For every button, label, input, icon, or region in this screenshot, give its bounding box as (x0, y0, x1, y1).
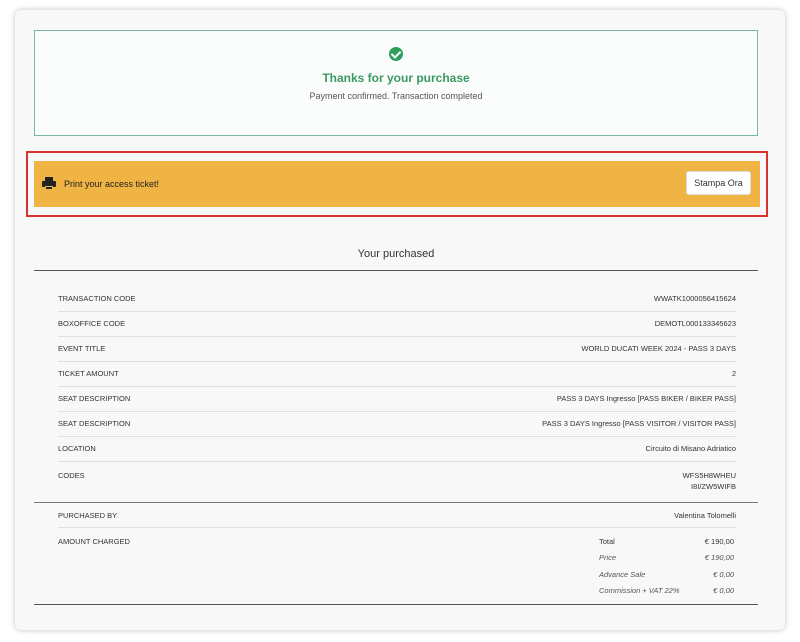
detail-row-seat-description (58, 411, 736, 437)
advance-sale-value: € 0,00 (713, 570, 734, 579)
detail-row-event-title (58, 336, 736, 362)
row-value (683, 470, 736, 492)
print-ticket-text: Print your access ticket! (64, 179, 160, 189)
row-label: TRANSACTION CODE (58, 294, 136, 303)
commission-value: € 0,00 (713, 586, 734, 595)
row-value: Circuito di Misano Adriatico (645, 444, 736, 453)
price-label: Price (599, 553, 617, 562)
success-message-box (34, 30, 758, 136)
row-value: PASS 3 DAYS Ingresso [PASS BIKER / BIKER PASS] (556, 394, 736, 403)
print-now-button[interactable]: Stampa Ora (686, 171, 751, 195)
row-value: 2 (731, 369, 736, 378)
row-value: PASS 3 DAYS Ingresso [PASS VISITOR / VISITOR PASS] (542, 419, 736, 428)
amount-charged-label: AMOUNT CHARGED (58, 537, 130, 546)
detail-row-transaction-code (58, 286, 736, 312)
row-value: WORLD DUCATI WEEK 2024 - PASS 3 DAYS (581, 344, 736, 353)
code-line: WFS5H8WHEU (682, 471, 736, 480)
divider (34, 270, 758, 271)
detail-row-boxoffice-code (58, 311, 736, 337)
detail-row-location (58, 436, 736, 462)
divider (34, 604, 758, 605)
row-label: SEAT DESCRIPTION (58, 394, 131, 403)
total-value: € 190,00 (704, 537, 734, 546)
printer-icon (42, 177, 56, 190)
print-ticket-banner (34, 161, 760, 207)
row-label: BOXOFFICE CODE (58, 319, 126, 328)
commission-label: Commission + VAT 22% (599, 586, 680, 595)
success-subtitle: Payment confirmed. Transaction completed (309, 91, 483, 101)
purchase-section-title: Your purchased (357, 248, 435, 260)
row-label: CODES (58, 471, 85, 480)
row-label: TICKET AMOUNT (58, 369, 119, 378)
row-value: WWATK1000056415624 (653, 294, 736, 303)
detail-row-purchased-by (58, 503, 736, 528)
row-value: Valentina Tolomelli (674, 511, 736, 520)
row-label: EVENT TITLE (58, 344, 106, 353)
row-value: DEMOTL000133345623 (654, 319, 736, 328)
amount-charged-section (58, 535, 736, 605)
total-label: Total (599, 537, 615, 546)
row-label: LOCATION (58, 444, 96, 453)
detail-row-ticket-amount (58, 361, 736, 387)
price-value: € 190,00 (704, 553, 734, 562)
row-label: SEAT DESCRIPTION (58, 419, 131, 428)
advance-sale-label: Advance Sale (599, 570, 646, 579)
detail-row-codes (58, 463, 736, 499)
success-title: Thanks for your purchase (322, 71, 470, 85)
code-line: I8I/ZW5WIFB (691, 482, 736, 491)
row-label: PURCHASED BY (58, 511, 118, 520)
check-circle-icon (389, 47, 403, 61)
detail-row-seat-description (58, 386, 736, 412)
